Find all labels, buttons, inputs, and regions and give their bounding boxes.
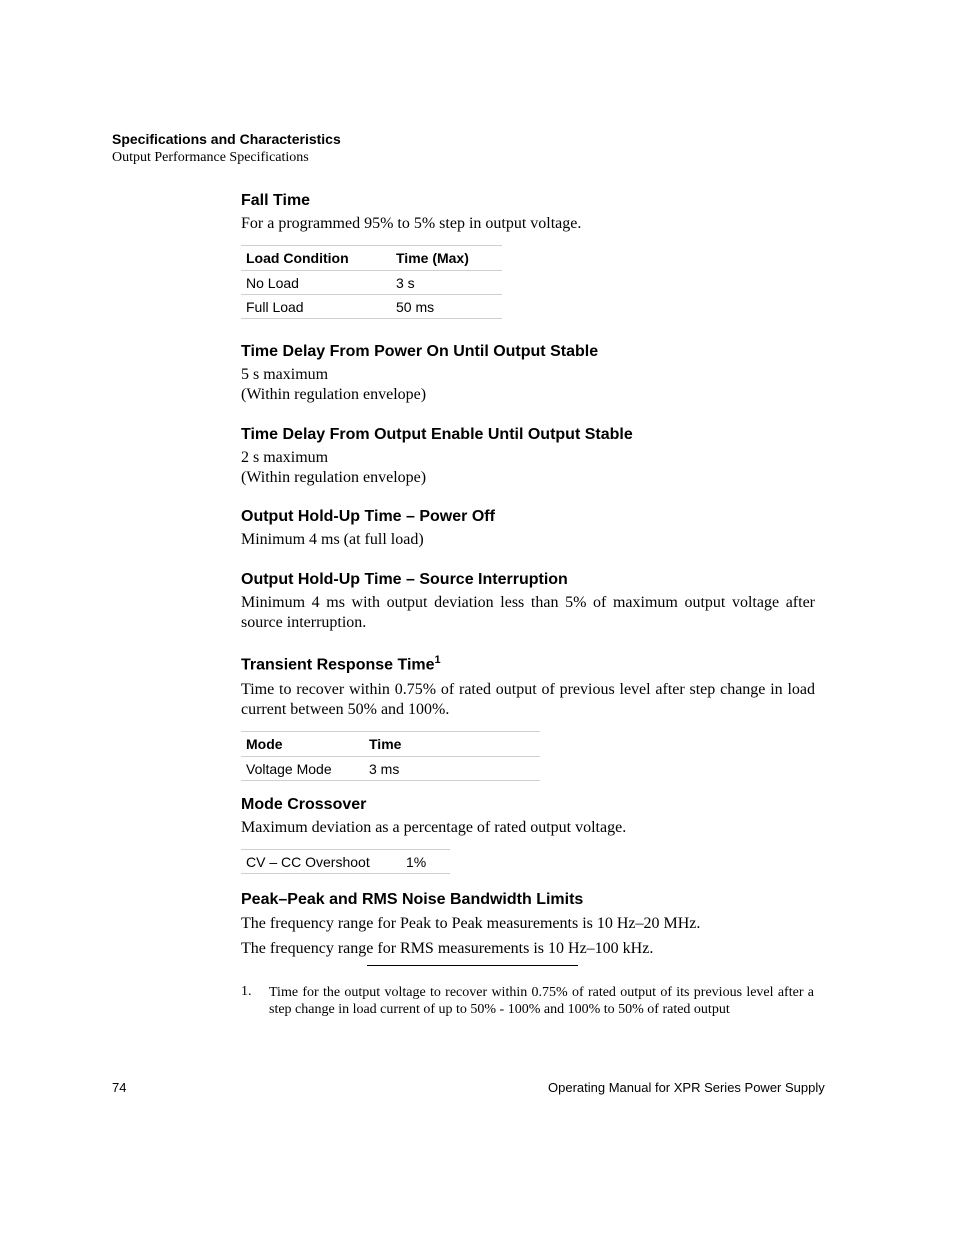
footnote-text: Time for the output voltage to recover within 0.75% of rated output of its previous level after a step change in load current of up to 50% - 100% and 100% to 50% of rated output [269, 985, 814, 1017]
fall-time-heading: Fall Time [241, 192, 311, 209]
column-header: Load Condition [241, 246, 391, 271]
table-cell: CV – CC Overshoot [241, 850, 401, 874]
table-row [241, 295, 502, 319]
transient-text: Time to recover within 0.75% of rated output of previous level after step change in load current between 50% and 100%. [241, 681, 815, 718]
transient-heading-text: Transient Response Time [241, 656, 435, 674]
table-cell: No Load [241, 271, 391, 295]
column-header: Time [364, 732, 540, 757]
table-cell: Full Load [241, 295, 391, 319]
table-cell: 1% [401, 850, 450, 874]
holdup-power-off-text: Minimum 4 ms (at full load) [241, 531, 424, 548]
footnote-separator [367, 965, 578, 966]
holdup-power-off-heading: Output Hold-Up Time – Power Off [241, 508, 495, 525]
mode-crossover-table [241, 849, 450, 874]
holdup-source-text: Minimum 4 ms with output deviation less than 5% of maximum output voltage after source interruption. [241, 594, 815, 631]
footnote-reference[interactable]: 1 [434, 654, 441, 666]
column-header: Mode [241, 732, 364, 757]
table-cell: Voltage Mode [241, 757, 364, 781]
noise-line1: The frequency range for Peak to Peak measurements is 10 Hz–20 MHz. [241, 915, 701, 932]
noise-line2: The frequency range for RMS measurements is 10 Hz–100 kHz. [241, 940, 654, 957]
running-header-subsection: Output Performance Specifications [112, 150, 309, 165]
fall-time-text: For a programmed 95% to 5% step in output voltage. [241, 215, 582, 232]
running-header-section: Specifications and Characteristics [112, 131, 341, 147]
enable-delay-line1: 2 s maximum [241, 449, 329, 466]
enable-delay-line2: (Within regulation envelope) [241, 469, 427, 486]
mode-crossover-text: Maximum deviation as a percentage of rated output voltage. [241, 819, 627, 836]
power-on-delay-line1: 5 s maximum [241, 366, 329, 383]
enable-delay-heading: Time Delay From Output Enable Until Output Stable [241, 426, 633, 443]
transient-table [241, 731, 540, 781]
page-number: 74 [112, 1080, 127, 1095]
footnote-number: 1. [241, 984, 252, 999]
table-row [241, 850, 450, 874]
table-cell: 3 s [391, 271, 502, 295]
power-on-delay-heading: Time Delay From Power On Until Output Stable [241, 343, 599, 360]
fall-time-table [241, 245, 502, 319]
table-cell: 50 ms [391, 295, 502, 319]
footer-title: Operating Manual for XPR Series Power Supply [548, 1080, 825, 1095]
table-row [241, 757, 540, 781]
table-row [241, 271, 502, 295]
mode-crossover-heading: Mode Crossover [241, 796, 367, 813]
power-on-delay-line2: (Within regulation envelope) [241, 386, 427, 403]
noise-heading: Peak–Peak and RMS Noise Bandwidth Limits [241, 891, 584, 908]
table-header-row [241, 732, 540, 757]
column-header: Time (Max) [391, 246, 502, 271]
holdup-source-heading: Output Hold-Up Time – Source Interruption [241, 571, 568, 588]
table-header-row [241, 246, 502, 271]
transient-heading [241, 654, 441, 674]
table-cell: 3 ms [364, 757, 540, 781]
